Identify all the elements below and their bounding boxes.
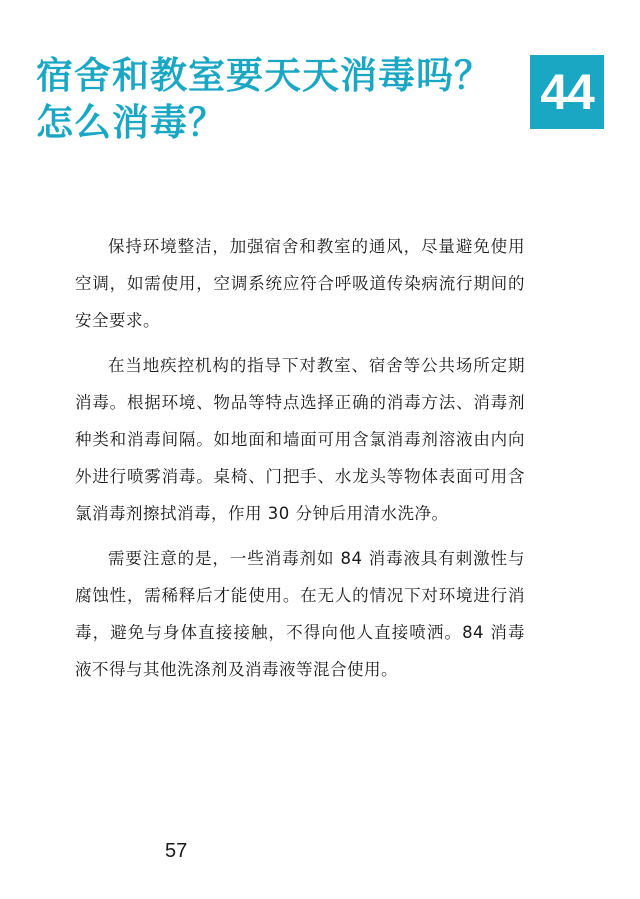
paragraph-disinfection: 在当地疾控机构的指导下对教室、宿舍等公共场所定期消毒。根据环境、物品等特点选择正确的消毒方法、消毒剂种类和消毒间隔。如地面和墙面可用含氯消毒剂溶液由内向外进行喷雾消毒。桌椅、门把手、水龙头等物体表面可用含氯消毒剂擦拭消毒，作用 30 分钟后用清水洗净。 [75,356,525,523]
question-number-badge: 44 [530,55,604,129]
paragraph-caution: 需要注意的是，一些消毒剂如 84 消毒液具有刺激性与腐蚀性，需稀释后才能使用。在无人的情况下对环境进行消毒，避免与身体直接接触，不得向他人直接喷洒。84 消毒液不得与其他洗涤剂及消毒液等混合使用。 [75,549,525,679]
page-title [36,52,506,146]
body-text [75,229,525,698]
paragraph-ventilation: 保持环境整洁，加强宿舍和教室的通风，尽量避免使用空调，如需使用，空调系统应符合呼吸道传染病流行期间的安全要求。 [75,237,525,330]
page-number: 57 [165,840,188,862]
title-line-1: 宿舍和教室要天天消毒吗？ [36,54,492,97]
title-line-2: 怎么消毒？ [36,101,226,144]
